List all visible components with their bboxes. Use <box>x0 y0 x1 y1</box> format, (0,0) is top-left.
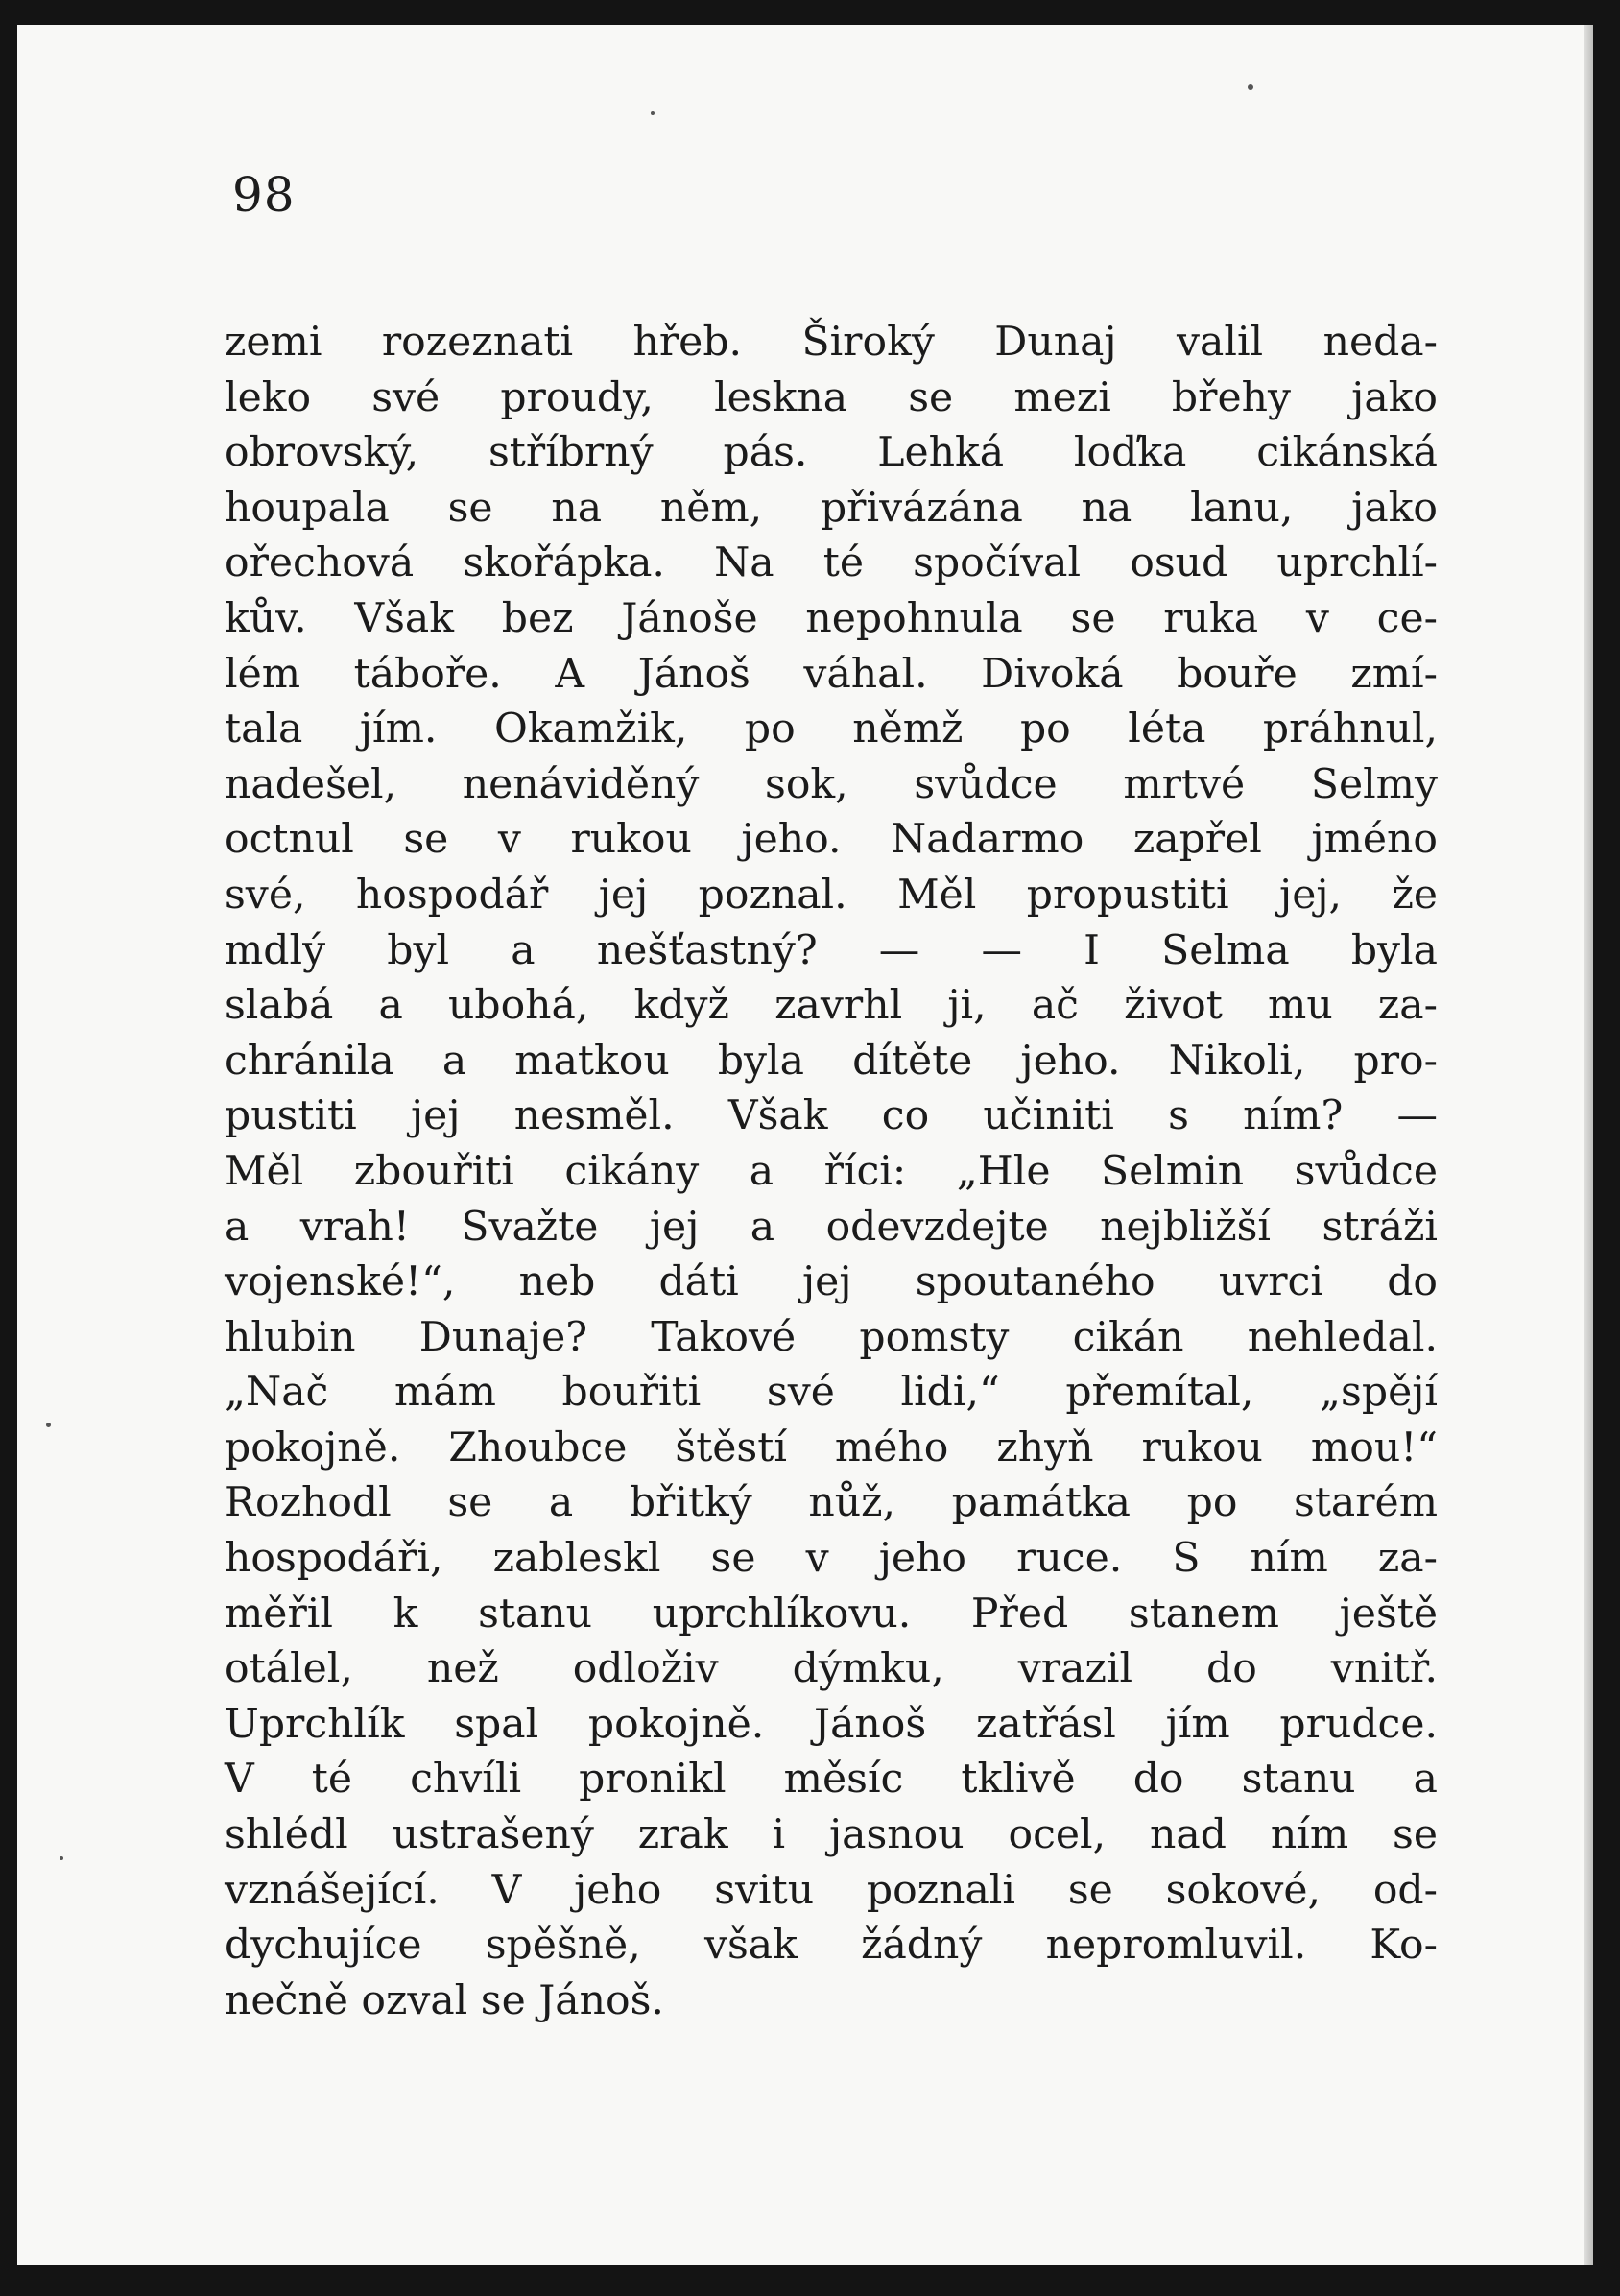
text-line: ořechová skořápka. Na té spočíval osud uprchlí- <box>225 539 1438 587</box>
text-line: a vrah! Svažte jej a odevzdejte nejbližší stráži <box>225 1203 1438 1251</box>
text-line: otálel, než odloživ dýmku, vrazil do vnitř. <box>225 1645 1438 1693</box>
text-line: mdlý byl a nešťastný? — — I Selma byla <box>225 926 1438 974</box>
text-line: octnul se v rukou jeho. Nadarmo zapřel jméno <box>225 816 1438 864</box>
text-line: leko své proudy, leskna se mezi břehy jako <box>225 373 1438 421</box>
text-line: nečně ozval se Jánoš. <box>225 1976 664 2024</box>
text-line: vznášející. V jeho svitu poznali se sokové, od- <box>225 1866 1438 1914</box>
text-line: Měl zbouřiti cikány a říci: „Hle Selmin svůdce <box>225 1147 1438 1195</box>
text-line: houpala se na něm, přivázána na lanu, jako <box>225 484 1438 532</box>
text-line: měřil k stanu uprchlíkovu. Před stanem ještě <box>225 1590 1438 1638</box>
text-line: chránila a matkou byla dítěte jeho. Nikoli, pro- <box>225 1037 1438 1085</box>
text-line: obrovský, stříbrný pás. Lehká loďka cikánská <box>225 429 1438 477</box>
scan-edge <box>1584 25 1593 2265</box>
text-line: dychujíce spěšně, však žádný nepromluvil. Ko- <box>225 1922 1438 1970</box>
text-line: své, hospodář jej poznal. Měl propustiti jej, že <box>225 871 1438 919</box>
text-line: Rozhodl se a břitký nůž, památka po starém <box>225 1479 1438 1527</box>
text-line: V té chvíli pronikl měsíc tklivě do stanu a <box>225 1756 1438 1804</box>
scan-speck <box>46 1423 51 1427</box>
text-line: hlubin Dunaje? Takové pomsty cikán nehledal. <box>225 1313 1438 1361</box>
text-line: kův. Však bez Jánoše nepohnula se ruka v ce- <box>225 594 1438 642</box>
text-line: „Nač mám bouřiti své lidi,“ přemítal, „spějí <box>225 1369 1438 1417</box>
book-page <box>17 25 1593 2265</box>
page-number: 98 <box>232 167 296 223</box>
text-line: zemi rozeznati hřeb. Široký Dunaj valil neda- <box>225 319 1438 366</box>
text-line: lém táboře. A Jánoš váhal. Divoká bouře zmí- <box>225 650 1438 698</box>
scan-speck <box>651 111 655 115</box>
scan-speck <box>1248 84 1253 90</box>
text-line: pustiti jej nesměl. Však co učiniti s ním? — <box>225 1092 1438 1140</box>
text-line: vojenské!“, neb dáti jej spoutaného uvrci do <box>225 1258 1438 1306</box>
text-line: slabá a ubohá, když zavrhl ji, ač život mu za- <box>225 982 1438 1030</box>
text-line: pokojně. Zhoubce štěstí mého zhyň rukou mou!“ <box>225 1423 1438 1471</box>
text-line: Uprchlík spal pokojně. Jánoš zatřásl jím prudce. <box>225 1700 1438 1748</box>
text-line: hospodáři, zableskl se v jeho ruce. S ním za- <box>225 1535 1438 1583</box>
text-line: shlédl ustrašený zrak i jasnou ocel, nad ním se <box>225 1811 1438 1859</box>
text-line: tala jím. Okamžik, po němž po léta práhnul, <box>225 706 1438 753</box>
scan-speck <box>60 1856 63 1860</box>
body-text <box>225 315 1438 2028</box>
text-line: nadešel, nenáviděný sok, svůdce mrtvé Selmy <box>225 760 1438 808</box>
